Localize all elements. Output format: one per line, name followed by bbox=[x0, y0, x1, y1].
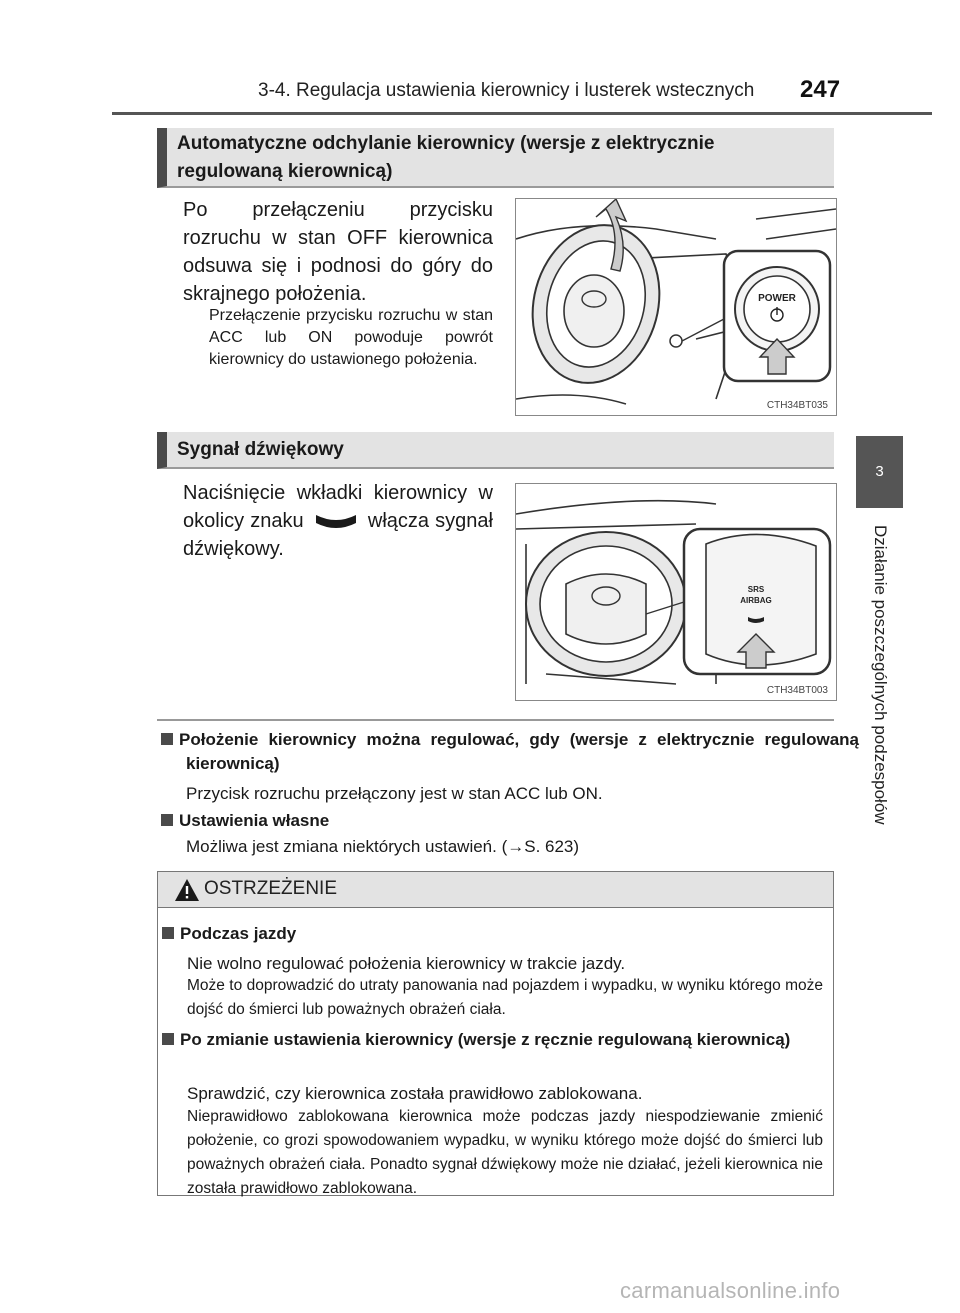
section1-sub-paragraph: Przełączenie przycisku rozruchu w stan ACC lub ON powoduje powrót kierownicy do ustawionego położenia. bbox=[209, 307, 493, 368]
warning-item-text: Nie wolno regulować położenia kierownicy w trakcie jazdy. bbox=[187, 954, 626, 973]
header-rule bbox=[112, 112, 932, 115]
warning-item-heading-text: Po zmianie ustawienia kierownicy (wersje z ręcznie regulowaną kierownicą) bbox=[180, 1030, 791, 1049]
section-divider bbox=[157, 719, 834, 721]
steering-wheel-horn-illustration bbox=[516, 484, 836, 700]
figure-code: CTH34BT035 bbox=[766, 400, 828, 411]
section1-paragraph: Po przełączeniu przycisku rozruchu w stan OFF kierownica odsuwa się i podnosi do góry do skrajnego położenia. bbox=[183, 199, 493, 305]
note-heading bbox=[161, 809, 834, 833]
warning-item-heading bbox=[162, 922, 851, 946]
warning-item-detail: Może to doprowadzić do utraty panowania nad pojazdem i wypadku, w wyniku którego może dojść do śmierci lub poważnych obrażeń ciała. bbox=[187, 977, 823, 1018]
figure-code: CTH34BT003 bbox=[766, 685, 828, 696]
note-text: Przycisk rozruchu przełączony jest w stan ACC lub ON. bbox=[186, 784, 603, 803]
bullet-square-icon bbox=[162, 1033, 174, 1045]
warning-title: OSTRZEŻENIE bbox=[204, 878, 338, 899]
section2-text-after-icon: włącza sygnał dźwiękowy. bbox=[183, 510, 493, 560]
warning-item-detail: Nieprawidłowo zablokowana kierownica może podczas jazdy niespodziewanie zmienić położenie, co grozi spowodowaniem wypadku, w wyniku którego może dojść do śmierci lub poważnych obrażeń ciała. Ponadto sygnał dźwiękowy może nie działać, jeżeli kierownica nie została prawidłowo zablokowana. bbox=[187, 1108, 823, 1197]
warning-triangle-icon bbox=[174, 878, 200, 902]
chapter-tab: 3 bbox=[856, 436, 903, 508]
note-heading bbox=[161, 728, 859, 776]
section-heading-auto-tilt: Automatyczne odchylanie kierownicy (wersje z elektrycznie regulowaną kierownicą) bbox=[157, 128, 834, 188]
running-header-title: 3-4. Regulacja ustawienia kierownicy i lusterek wstecznych bbox=[258, 80, 755, 101]
figure-power-button bbox=[515, 198, 837, 416]
note-heading-text: Położenie kierownicy można regulować, gdy (wersje z elektrycznie regulowaną kierownicą) bbox=[179, 730, 859, 773]
bullet-square-icon bbox=[161, 733, 173, 745]
airbag-label: AIRBAG bbox=[740, 596, 772, 605]
bullet-square-icon bbox=[161, 814, 173, 826]
warning-header bbox=[158, 872, 833, 908]
section2-paragraph bbox=[183, 479, 493, 563]
section2-text-before-icon: Naciśnięcie wkładki kierownicy w okolicy znaku bbox=[183, 482, 493, 532]
chapter-title: Działanie poszczególnych podzespołów bbox=[871, 525, 890, 825]
section-heading-horn: Sygnał dźwiękowy bbox=[157, 432, 834, 469]
page-number: 247 bbox=[800, 76, 841, 103]
power-button-label: POWER bbox=[758, 293, 796, 304]
note-heading-text: Ustawienia własne bbox=[179, 811, 330, 830]
warning-item-text: Sprawdzić, czy kierownica została prawidłowo zablokowana. bbox=[187, 1084, 643, 1103]
srs-label: SRS bbox=[747, 585, 765, 594]
bullet-square-icon bbox=[162, 927, 174, 939]
steering-wheel-power-illustration bbox=[516, 199, 836, 415]
warning-item-heading-text: Podczas jazdy bbox=[180, 924, 297, 943]
figure-horn-pad bbox=[515, 483, 837, 701]
note-text: Możliwa jest zmiana niektórych ustawień. (→S. 623) bbox=[186, 837, 580, 856]
warning-item-heading bbox=[162, 1028, 851, 1052]
horn-icon bbox=[310, 511, 362, 533]
footer-watermark: carmanualsonline.info bbox=[620, 1278, 841, 1303]
warning-box bbox=[157, 871, 834, 1196]
